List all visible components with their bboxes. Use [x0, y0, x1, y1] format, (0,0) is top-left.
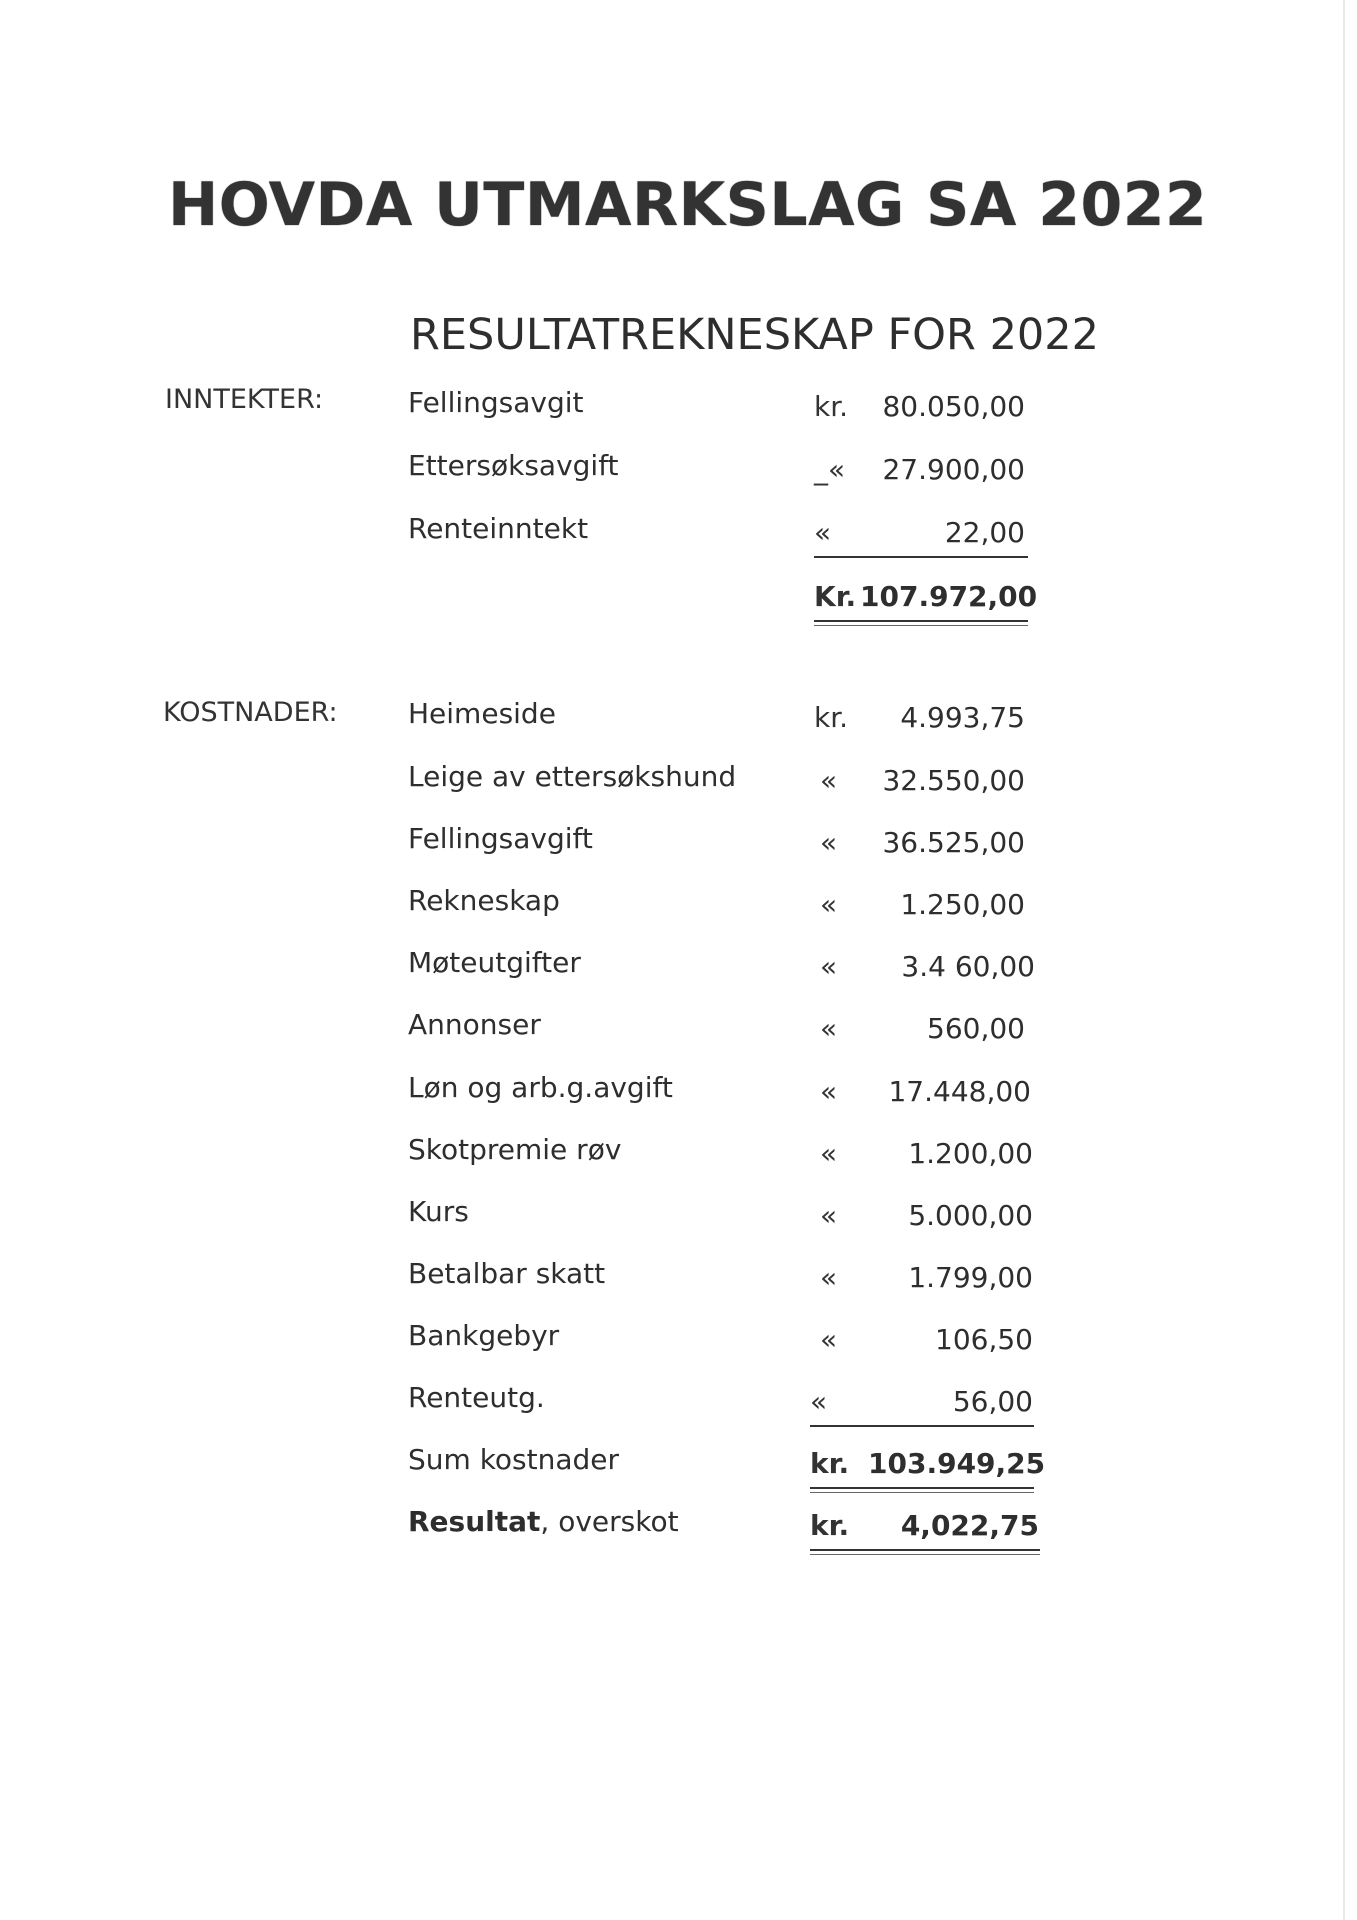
cost-row-description: Rekneskap: [408, 884, 560, 917]
cost-row-description: Heimeside: [408, 697, 556, 730]
cost-row-amount: 36.525,00: [882, 826, 1025, 859]
cost-row: [0, 1319, 1357, 1369]
cost-row: [0, 1008, 1357, 1058]
income-row-currency: kr.: [814, 390, 849, 423]
total-underline: [810, 1549, 1040, 1551]
total-double-underline: [810, 1492, 1034, 1493]
cost-row-amount: 56,00: [952, 1385, 1033, 1418]
cost-row-currency: «: [820, 1323, 838, 1356]
cost-row-amount: 1.799,00: [908, 1261, 1033, 1294]
income-row-amount: 27.900,00: [882, 453, 1025, 486]
income-row: [0, 449, 1357, 499]
cost-row-currency: «: [820, 950, 838, 983]
subtotal-underline: [814, 556, 1028, 558]
cost-row-currency: «: [820, 1261, 838, 1294]
cost-row-amount: 17.448,00: [888, 1075, 1031, 1108]
cost-sum-currency: kr.: [810, 1447, 850, 1480]
income-row-currency: _«: [814, 453, 846, 486]
cost-row-currency: «: [820, 764, 838, 797]
cost-sum-amount: 103.949,25: [868, 1447, 1046, 1480]
costs-section-label: KOSTNADER:: [163, 697, 338, 728]
income-section-label: INNTEKTER:: [165, 384, 324, 415]
cost-sum-description: Sum kostnader: [408, 1443, 620, 1476]
income-row-description: Fellingsavgit: [408, 386, 584, 419]
result-row: [0, 1505, 1357, 1555]
cost-row-currency: «: [810, 1385, 828, 1418]
cost-row-amount: 560,00: [927, 1012, 1025, 1045]
cost-row: [0, 760, 1357, 810]
cost-row-currency: «: [820, 1075, 838, 1108]
cost-row-currency: «: [820, 1012, 838, 1045]
result-label: Resultat: [408, 1505, 541, 1538]
total-double-underline: [814, 625, 1028, 626]
cost-row-description: Betalbar skatt: [408, 1257, 606, 1290]
income-row-description: Ettersøksavgift: [408, 449, 619, 482]
cost-row-currency: «: [820, 1137, 838, 1170]
cost-row: [0, 697, 1357, 747]
income-row: [0, 386, 1357, 436]
cost-row-description: Annonser: [408, 1008, 541, 1041]
cost-row-description: Fellingsavgift: [408, 822, 593, 855]
total-underline: [810, 1487, 1034, 1489]
income-row-currency: «: [814, 516, 832, 549]
total-double-underline: [810, 1554, 1040, 1555]
cost-row: [0, 1381, 1357, 1431]
cost-row: [0, 1071, 1357, 1121]
income-row-amount: 80.050,00: [882, 390, 1025, 423]
income-total-row: [0, 576, 1357, 626]
cost-row: [0, 822, 1357, 872]
cost-row-description: Møteutgifter: [408, 946, 581, 979]
subtotal-underline: [810, 1425, 1034, 1427]
cost-row-amount: 1.250,00: [900, 888, 1025, 921]
cost-row-description: Leige av ettersøkshund: [408, 760, 737, 793]
income-row-amount: 22,00: [944, 516, 1025, 549]
income-total-currency: Kr.: [814, 580, 857, 613]
income-row: [0, 512, 1357, 562]
cost-row-description: Kurs: [408, 1195, 469, 1228]
income-total-amount: 107.972,00: [860, 580, 1038, 613]
result-description: [408, 1505, 679, 1538]
cost-row-amount: 32.550,00: [882, 764, 1025, 797]
cost-row-currency: «: [820, 1199, 838, 1232]
cost-row: [0, 1257, 1357, 1307]
cost-row-currency: «: [820, 826, 838, 859]
cost-row-description: Løn og arb.g.avgift: [408, 1071, 673, 1104]
cost-row-description: Skotpremie røv: [408, 1133, 622, 1166]
cost-row-amount: 106,50: [935, 1323, 1033, 1356]
cost-row-amount: 1.200,00: [908, 1137, 1033, 1170]
result-amount: 4,022,75: [900, 1509, 1039, 1542]
cost-row: [0, 884, 1357, 934]
document-subtitle: RESULTATREKNESKAP FOR 2022: [410, 310, 1100, 360]
cost-row-amount: 3.4 60,00: [901, 950, 1035, 983]
document-title: HOVDA UTMARKSLAG SA 2022: [168, 170, 1208, 240]
cost-row-description: Renteutg.: [408, 1381, 545, 1414]
result-currency: kr.: [810, 1509, 850, 1542]
cost-row-currency: kr.: [814, 701, 849, 734]
cost-row: [0, 946, 1357, 996]
total-underline: [814, 620, 1028, 622]
cost-row-description: Bankgebyr: [408, 1319, 560, 1352]
income-row-description: Renteinntekt: [408, 512, 589, 545]
cost-row: [0, 1133, 1357, 1183]
cost-row-currency: «: [820, 888, 838, 921]
cost-row-amount: 5.000,00: [908, 1199, 1033, 1232]
cost-row-amount: 4.993,75: [900, 701, 1025, 734]
result-label-suffix: , overskot: [540, 1505, 679, 1538]
cost-row: [0, 1195, 1357, 1245]
cost-sum-row: [0, 1443, 1357, 1493]
